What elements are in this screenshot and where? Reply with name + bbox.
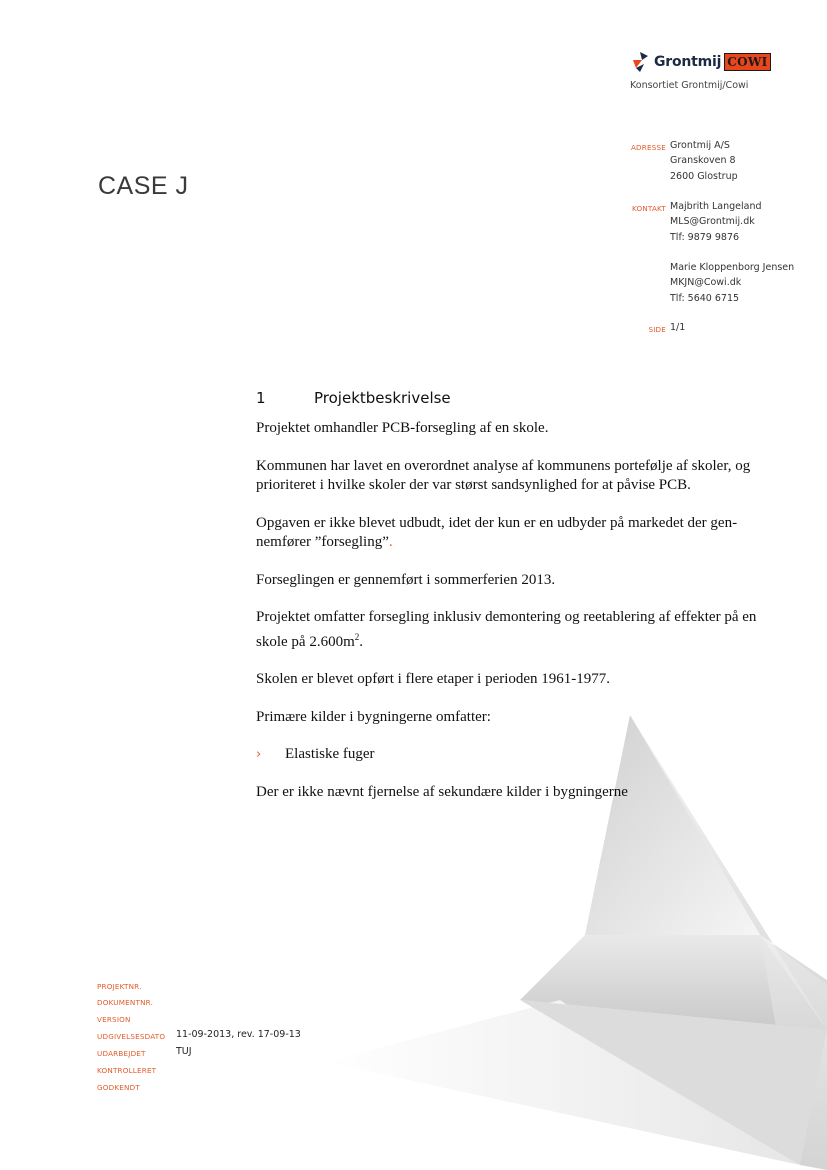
grontmij-logo-icon: [630, 51, 650, 73]
list-item-text: Elastiske fuger: [285, 746, 375, 762]
paragraph: [256, 514, 776, 553]
footer-publish-date: 11-09-2013, rev. 17-09-13: [176, 1029, 301, 1040]
footer-label-approved: GODKENDT: [97, 1083, 140, 1092]
contact-email[interactable]: MKJN@Cowi.dk: [670, 277, 742, 289]
footer-label-project-number: PROJEKTNR.: [97, 982, 142, 991]
consortium-name: Konsortiet Grontmij/Cowi: [630, 80, 749, 91]
footer-label-document-number: DOKUMENTNR.: [97, 998, 154, 1007]
logo-cowi-text: COWI: [724, 53, 770, 71]
paragraph-text: Projektet omfatter forsegling inklusiv demontering og reetablering af effekter på en skole på 2.600m: [256, 609, 757, 650]
address-line: Grontmij A/S: [670, 140, 730, 151]
project-description-section: [256, 389, 776, 802]
section-title: Projektbeskrivelse: [314, 389, 451, 407]
address-label: ADRESSE: [630, 143, 666, 152]
paragraph: [256, 608, 776, 652]
page-label: SIDE: [648, 325, 666, 334]
address-block: [670, 138, 738, 184]
paragraph: Projektet omhandler PCB-forsegling af en skole.: [256, 420, 549, 436]
paragraph-text: .: [388, 534, 393, 550]
contact-phone: Tlf: 5640 6715: [670, 292, 740, 304]
footer-prepared-by: TUJ: [176, 1046, 192, 1057]
logo-grontmij-text: Grontmij: [654, 54, 722, 70]
section-body: [256, 419, 776, 802]
paragraph-text: .: [359, 633, 363, 650]
footer-label-prepared-by: UDARBEJDET: [97, 1049, 146, 1058]
list-item: [256, 745, 776, 765]
address-line: Granskoven 8: [670, 155, 736, 167]
paragraph-text: Opgaven er ikke blevet udbudt, idet der kun er en udbyder på markedet der gen-: [256, 514, 738, 531]
paragraph: Der er ikke nævnt fjernelse af sekundære kilder i bygningerne: [256, 783, 628, 800]
paragraph: Skolen er blevet opført i flere etaper i perioden 1961-1977.: [256, 671, 611, 687]
contact-phone: Tlf: 9879 9876: [670, 231, 740, 243]
page-title: CASE J: [98, 172, 189, 200]
paragraph: Forseglingen er gennemført i sommerferien 2013.: [256, 571, 556, 588]
footer-label-version: VERSION: [97, 1015, 131, 1024]
footer-label-publish-date: UDGIVELSESDATO: [97, 1032, 166, 1041]
page-number: 1/1: [670, 322, 686, 333]
contact-primary: [670, 199, 762, 245]
address-line: 2600 Glostrup: [670, 170, 738, 182]
superscript: 2: [354, 631, 360, 642]
company-logo: [630, 50, 771, 74]
paragraph: Kommunen har lavet en overordnet analyse af kommunens portefølje af skoler, og prioriteret i hvilke skoler der var størst sandsynlighed for at påvise PCB.: [256, 457, 751, 493]
contact-name: Majbrith Langeland: [670, 201, 762, 212]
contact-name: Marie Kloppenborg Jensen: [670, 262, 795, 273]
paragraph-text: nemfører ”forsegling”: [256, 534, 389, 550]
contact-email[interactable]: MLS@Grontmij.dk: [670, 216, 755, 228]
paragraph: Primære kilder i bygningerne omfatter:: [256, 708, 491, 725]
bullet-chevron-icon: ›: [256, 747, 262, 762]
contact-secondary: [670, 260, 794, 306]
footer-label-checked: KONTROLLERET: [97, 1066, 157, 1075]
section-number: 1: [256, 389, 266, 407]
contact-label: KONTAKT: [631, 204, 666, 213]
section-heading: [256, 389, 776, 411]
